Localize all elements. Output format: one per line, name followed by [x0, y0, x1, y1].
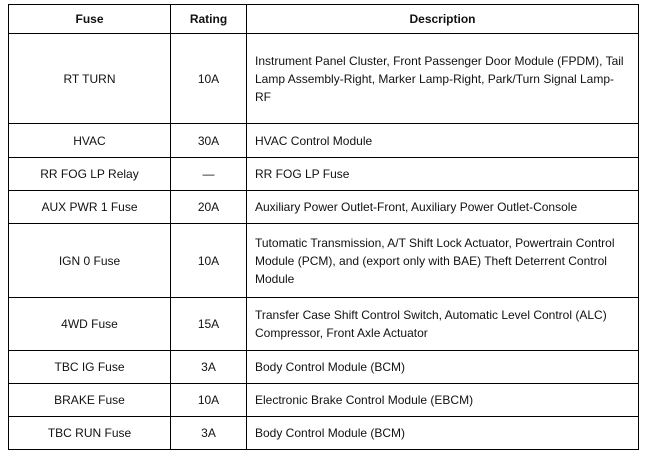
header-rating: Rating — [171, 5, 247, 34]
cell-fuse: AUX PWR 1 Fuse — [9, 191, 171, 224]
table-row — [9, 34, 639, 124]
cell-fuse: RR FOG LP Relay — [9, 158, 171, 191]
cell-description: Electronic Brake Control Module (EBCM) — [247, 384, 639, 417]
cell-description: Tutomatic Transmission, A/T Shift Lock Actuator, Powertrain Control Module (PCM), and (export only with BAE) Theft Deterrent Control Module — [247, 224, 639, 298]
table-row — [9, 298, 639, 351]
cell-description: HVAC Control Module — [247, 124, 639, 158]
fuse-table-container — [8, 4, 639, 450]
cell-fuse: BRAKE Fuse — [9, 384, 171, 417]
cell-rating: 3A — [171, 351, 247, 384]
cell-rating: 20A — [171, 191, 247, 224]
cell-rating: — — [171, 158, 247, 191]
table-row — [9, 191, 639, 224]
cell-rating: 10A — [171, 34, 247, 124]
cell-rating: 30A — [171, 124, 247, 158]
table-row — [9, 351, 639, 384]
table-row — [9, 384, 639, 417]
cell-fuse: TBC IG Fuse — [9, 351, 171, 384]
cell-description: Instrument Panel Cluster, Front Passenger Door Module (FPDM), Tail Lamp Assembly-Right, Marker Lamp-Right, Park/Turn Signal Lamp-RF — [247, 34, 639, 124]
cell-fuse: TBC RUN Fuse — [9, 417, 171, 450]
table-row — [9, 417, 639, 450]
cell-description: RR FOG LP Fuse — [247, 158, 639, 191]
table-row — [9, 124, 639, 158]
header-description: Description — [247, 5, 639, 34]
cell-fuse: 4WD Fuse — [9, 298, 171, 351]
header-fuse: Fuse — [9, 5, 171, 34]
cell-rating: 10A — [171, 384, 247, 417]
cell-fuse: IGN 0 Fuse — [9, 224, 171, 298]
table-row — [9, 224, 639, 298]
cell-fuse: RT TURN — [9, 34, 171, 124]
cell-fuse: HVAC — [9, 124, 171, 158]
cell-description: Body Control Module (BCM) — [247, 417, 639, 450]
cell-rating: 10A — [171, 224, 247, 298]
cell-rating: 15A — [171, 298, 247, 351]
cell-description: Body Control Module (BCM) — [247, 351, 639, 384]
table-row — [9, 158, 639, 191]
fuse-table — [8, 4, 639, 450]
cell-rating: 3A — [171, 417, 247, 450]
cell-description: Auxiliary Power Outlet-Front, Auxiliary Power Outlet-Console — [247, 191, 639, 224]
cell-description: Transfer Case Shift Control Switch, Automatic Level Control (ALC) Compressor, Front Axle Actuator — [247, 298, 639, 351]
table-header-row — [9, 5, 639, 34]
